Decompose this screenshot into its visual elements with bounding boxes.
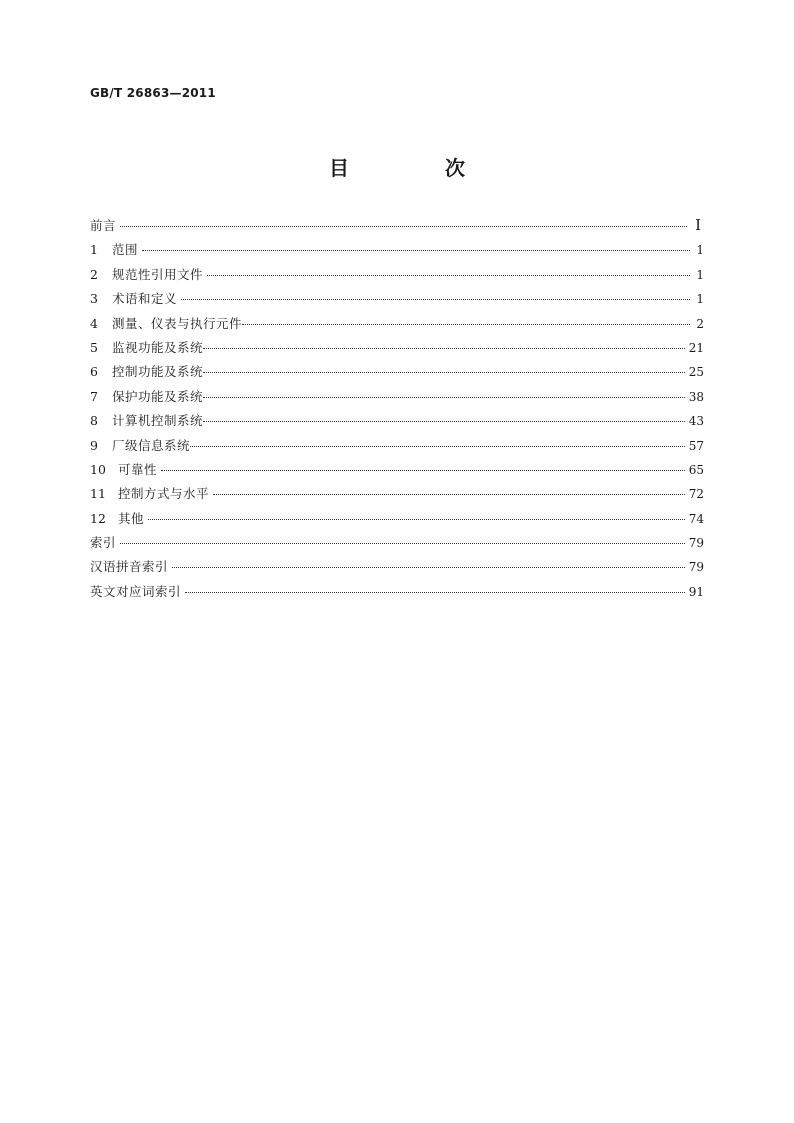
- toc-entry-2[interactable]: [90, 265, 704, 289]
- dot-leader: [120, 531, 685, 545]
- toc-entry-6[interactable]: [90, 362, 704, 386]
- toc-entry-label: 可靠性: [118, 461, 158, 477]
- toc-entry-number: 7: [90, 388, 98, 404]
- toc-entry-page: 79: [688, 536, 704, 551]
- dot-leader: [207, 262, 690, 276]
- toc-entry-label: 控制方式与水平: [118, 486, 210, 502]
- dot-leader: [185, 579, 685, 593]
- toc-entry-page: 57: [688, 438, 704, 453]
- dot-leader: [242, 311, 690, 325]
- dot-leader: [203, 409, 685, 423]
- toc-entry-label: 术语和定义: [112, 291, 178, 307]
- toc-entry-4[interactable]: [90, 314, 704, 338]
- toc-entry-number: 3: [90, 291, 98, 307]
- toc-entry-page: I: [695, 216, 701, 234]
- toc-entry-label: 汉语拼音索引: [90, 559, 169, 575]
- toc-entry-label: 监视功能及系统: [112, 339, 204, 355]
- toc-entry-page: 38: [688, 389, 704, 404]
- toc-entry-number: 8: [90, 413, 98, 429]
- toc-entry-page: 43: [688, 414, 704, 429]
- toc-entry-11[interactable]: [90, 484, 704, 508]
- toc-entry-label: 英文对应词索引: [90, 583, 182, 599]
- toc-entry-label: 其他: [118, 510, 145, 526]
- toc-entry-pinyin-index[interactable]: [90, 557, 704, 581]
- toc-entry-label: 保护功能及系统: [112, 388, 204, 404]
- dot-leader: [213, 482, 685, 496]
- toc-entry-page: 1: [696, 267, 704, 282]
- toc-entry-page: 91: [688, 584, 704, 599]
- toc-entry-label: 控制功能及系统: [112, 364, 204, 380]
- toc-entry-12[interactable]: [90, 509, 704, 533]
- page-title: 目 次: [329, 156, 503, 180]
- toc-entry-5[interactable]: [90, 338, 704, 362]
- toc-entry-7[interactable]: [90, 387, 704, 411]
- dot-leader: [172, 555, 685, 569]
- toc-entry-page: 25: [688, 365, 704, 380]
- toc-entry-page: 1: [696, 292, 704, 307]
- toc-entry-number: 9: [90, 437, 98, 453]
- dot-leader: [203, 360, 685, 374]
- toc-entry-label: 测量、仪表与执行元件: [112, 315, 243, 331]
- toc-entry-page: 74: [688, 511, 704, 526]
- toc-entry-label: 前言: [90, 218, 117, 233]
- toc-entry-number: 5: [90, 339, 98, 355]
- toc-entry-english-index[interactable]: [90, 582, 704, 606]
- standard-code: GB/T 26863—2011: [90, 86, 216, 100]
- dot-leader: [161, 457, 685, 471]
- dot-leader: [181, 287, 690, 301]
- toc-entry-8[interactable]: [90, 411, 704, 435]
- toc-entry-page: 1: [696, 243, 704, 258]
- toc-entry-label: 范围: [112, 242, 139, 258]
- dot-leader: [203, 335, 685, 349]
- toc-entry-foreword[interactable]: [90, 216, 704, 240]
- toc-entry-index[interactable]: [90, 533, 704, 557]
- toc-entry-10[interactable]: [90, 460, 704, 484]
- dot-leader: [142, 238, 690, 252]
- toc-entry-number: 2: [90, 266, 98, 282]
- toc-entry-number: 4: [90, 315, 98, 331]
- toc-entry-9[interactable]: [90, 436, 704, 460]
- dot-leader: [190, 433, 685, 447]
- toc-entry-page: 79: [688, 560, 704, 575]
- toc-entry-page: 2: [696, 316, 704, 331]
- toc-entry-label: 规范性引用文件: [112, 266, 204, 282]
- toc-entry-number: 12: [90, 510, 106, 526]
- toc-entry-label: 计算机控制系统: [112, 413, 204, 429]
- toc-entry-1[interactable]: [90, 240, 704, 264]
- toc-entry-page: 72: [688, 487, 704, 502]
- toc-entry-number: 10: [90, 461, 106, 477]
- toc-entry-label: 厂级信息系统: [112, 437, 191, 453]
- toc-entry-number: 1: [90, 242, 98, 258]
- dot-leader: [148, 506, 685, 520]
- toc-entry-3[interactable]: [90, 289, 704, 313]
- toc-entry-number: 11: [90, 486, 106, 502]
- table-of-contents: [90, 216, 704, 606]
- toc-entry-page: 21: [688, 340, 704, 355]
- dot-leader: [120, 214, 687, 228]
- toc-entry-label: 索引: [90, 535, 117, 551]
- dot-leader: [203, 384, 685, 398]
- toc-entry-page: 65: [688, 462, 704, 477]
- toc-entry-number: 6: [90, 364, 98, 380]
